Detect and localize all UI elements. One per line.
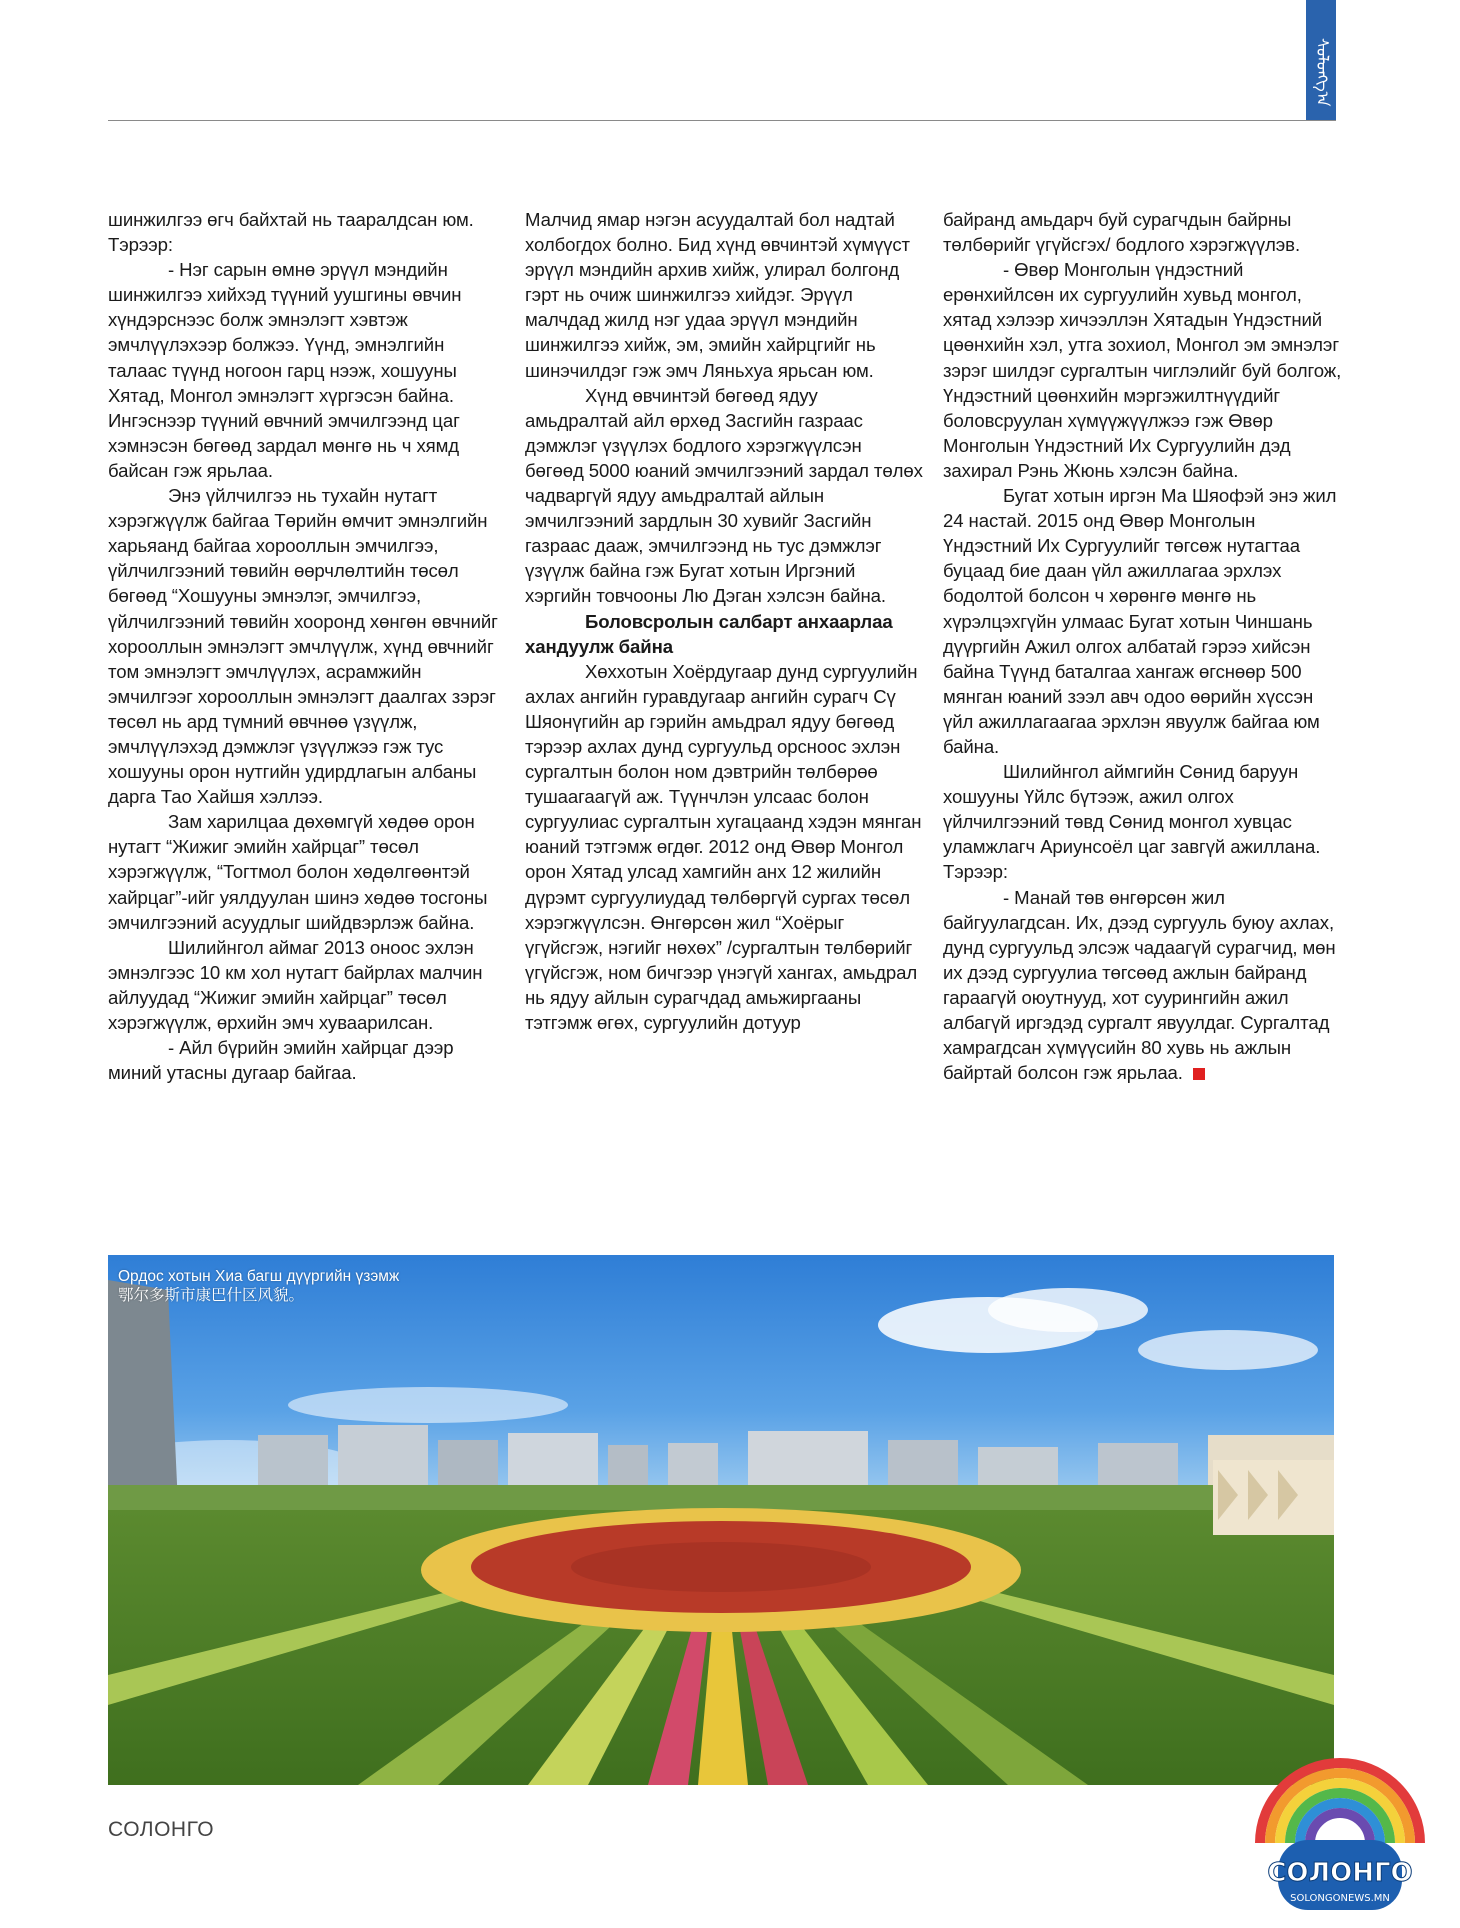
paragraph: Энэ үйлчилгээ нь тухайн нутагт хэрэгжүүлж байгаа Төрийн өмчит эмнэлгийн харьяанд байгаа хорооллын эмчилгээ, үйлчилгээний төвийн өөрчлөлтийн төсөл бөгөөд “Хошууны эмнэлэг, эмчилгээ, үйлчилгээний төвийн хооронд хөнгөн өвчнийг хорооллын эмнэлэгт эмчлүүлж, хүнд өвчнийг том эмнэлэгт эмчлүүлэх, асрамжийн эмчилгээг хорооллын эмнэлэгт даалгах зэрэг төсөл нь ард түмний өвчнөө үзүүлж, эмчлүүлэхэд дэмжлэг үзүүлжээ гэж тус хошууны орон нутгийн удирдлагын албаны дарга Тао Хайшя хэллээ. — [108, 485, 498, 808]
logo-wordmark: СОЛОНГО — [1267, 1858, 1413, 1888]
paragraph: Хүнд өвчинтэй бөгөөд ядуу амьдралтай айл өрхөд Засгийн газраас дэмжлэг үзүүлэх бодлого хэрэгжүүлсэн бөгөөд 5000 юаний эмчилгээний зардал төлөх чадваргүй ядуу амьдралтай айлын эмчилгээний зардлын 30 хувийг Засгийн газраас дааж, эмчилгээнд нь тус дэмжлэг үзүүлж байна гэж Бугат хотын Иргэний хэргийн товчооны Лю Дэган хэлсэн байна. — [525, 384, 923, 607]
paragraph: байранд амьдарч буй сурагчдын байрны төлбөрийг үгүйсгэх/ бодлого хэрэгжүүлэв. — [943, 209, 1301, 256]
photo-caption-mongolian: Ордос хотын Хиа багш дүүргийн үзэмж — [118, 1268, 400, 1285]
paragraph: Шилийнгол аймгийн Сөнид баруун хошууны Үйлс бүтээж, ажил олгох үйлчилгээний төвд Сөнид монгол хувцас уламжлагч Ариунсоёл цаг завгүй ажиллана. Тэрээр: — [943, 761, 1321, 883]
paragraph — [943, 885, 1343, 1086]
photo-caption — [118, 1267, 399, 1305]
paragraph: Бугат хотын иргэн Ма Шяофэй энэ жил 24 настай. 2015 онд Өвөр Монголын Үндэстний Их Сургуулийг төгсөж нутагтаа буцаад бие даан үйл ажиллагаа эрхлэх бодолтой болсон ч хөрөнгө мөнгө нь хүрэлцэхгүйн улмаас Бугат хотын Чиншань дүүргийн Ажил олгох албатай гэрээ хийсэн байна Түүнд баталгаа хангаж өгснөөр 500 мянган юаний зээл авч одоо өөрийн хүссэн үйл ажиллагаагаа эрхлэн явуулж байгаа юм байна. — [943, 485, 1337, 757]
paragraph: - Нэг сарын өмнө эрүүл мэндийн шинжилгээ хийхэд түүний уушгины өвчин хүндэрснээс болж эмнэлэгт хэвтэж эмчлүүлэхээр болжээ. Үүнд, эмнэлгийн талаас түүнд ногоон гарц нээж, хошууны Хятад, Монгол эмнэлэгт хүргэсэн байна. Ингэснээр түүний өвчний эмчилгээнд цаг хэмнэсэн бөгөөд зардал мөнгө нь ч хямд байсан гэж ярьлаа. — [108, 259, 462, 481]
paragraph: Зам харилцаа дөхөмгүй хөдөө орон нутагт “Жижиг эмийн хайрцаг” төсөл хэрэгжүүлж, “Тогтмол болон хөдөлгөөнтэй хайрцаг”-ийг уялдуулан шинэ хөдөө тосгоны эмчилгээний асуудлыг шийдвэрлэж байна. — [108, 811, 488, 933]
solongo-logo — [1240, 1748, 1440, 1923]
paragraph-text: - Манай төв өнгөрсөн жил байгуулагдсан. Их, дээд сургууль буюу ахлах, дунд сургуульд элсэж чадаагүй сурагчид, мөн их дээд сургуулиа төгсөөд ажлын байранд гараагүй оюутнууд, хот суурингийн ажил албагүй иргэдэд сургалт явуулдаг. Сургалтад хамрагдсан хүмүүсийн 80 хувь нь ажлын байртай болсон гэж ярьлаа. — [943, 886, 1336, 1084]
paragraph: шинжилгээ өгч байхтай нь таарaлдсан юм. Тэрээр: — [108, 209, 474, 256]
paragraph: - Айл бүрийн эмийн хайрцаг дээр миний утасны дугаар байгаа. — [108, 1037, 454, 1084]
section-heading: Боловсролын салбарт анхаарлаа хандуулж байна — [525, 610, 893, 657]
article-column-1 — [108, 207, 508, 1085]
paragraph: Хөххотын Хоёрдугаар дунд сургуулийн ахлах ангийн гуравдугаар ангийн сурагч Сү Шяонүгийн ар гэрийн амьдрал ядуу бөгөөд тэрээр ахлах дунд сургуульд орсноос эхлэн сургалтын болон ном дэвтрийн төлбөрөө тушаагаагүй аж. Түүнчлэн улсаас болон сургуулиас сургалтын хугацаанд хэдэн мянган юаний тэтгэмж өгдөг. 2012 онд Өвөр Монгол орон Хятад улсад хамгийн анх 12 жилийн дүрэмт сургуулиудад төлбөргүй сургах төсөл хэрэгжүүлсэн. Өнгөрсөн жил “Хоёрыг үгүйсгэж, нэгийг нөхөх” /сургалтын төлбөрийг үгүйсгэж, ном бичгээр үнэгүй хангах, амьдрал нь ядуу айлын сурагчдад амьжиргааны тэтгэмж өгөх, сургуулийн дотуур — [525, 660, 922, 1033]
magazine-name: СОЛОНГО — [108, 1818, 215, 1841]
article-column-2 — [525, 207, 925, 1035]
city-landscape-illustration — [108, 1255, 1334, 1785]
end-of-article-mark — [1193, 1068, 1205, 1080]
photo-caption-chinese: 鄂尔多斯市康巴什区风貌。 — [118, 1287, 305, 1304]
city-photo — [108, 1255, 1334, 1785]
article-column-3 — [943, 207, 1343, 1085]
header-divider — [108, 120, 1336, 121]
paragraph: - Өвөр Монголын үндэстний ерөнхийлсөн их сургуулийн хувьд монгол, хятад хэлээр хичээллэн Хятадын Үндэстний цөөнхийн хэл, утга зохиол, Монгол эм эмнэлэг зэрэг шилдэг сургалтын чиглэлийг буй болгож, Үндэстний цөөнхийн мэргэжилтнүүдийг боловсруулан хүмүүжүүлжээ гэж Өвөр Монголын Үндэстний Их Сургуулийн дэд захирал Рэнь Жюнь хэлсэн байна. — [943, 259, 1342, 481]
section-tab: ᠰᠣᠯᠣᠩᠭ᠎ᠠ — [1306, 0, 1336, 120]
rainbow-logo-icon — [1240, 1748, 1440, 1923]
paragraph: Малчид ямар нэгэн асуудалтай бол надтай холбогдох болно. Бид хүнд өвчинтэй хүмүүст эрүүл мэндийн архив хийж, улирал болгонд гэрт нь очиж шинжилгээ хийдэг. Эрүүл малчдад жилд нэг удаа эрүүл мэндийн шинжилгээ хийж, эм, эмийн хайрцгийг нь шинэчилдэг гэж эмч Ляньхуа ярьсан юм. — [525, 209, 910, 381]
logo-url: SOLONGONEWS.MN — [1290, 1893, 1390, 1904]
paragraph: Шилийнгол аймаг 2013 оноос эхлэн эмнэлгээс 10 км хол нутагт байрлах малчин айлуудад “Жижиг эмийн хайрцаг” төсөл хэрэгжүүлж, өрхийн эмч хуваарилсан. — [108, 936, 483, 1033]
